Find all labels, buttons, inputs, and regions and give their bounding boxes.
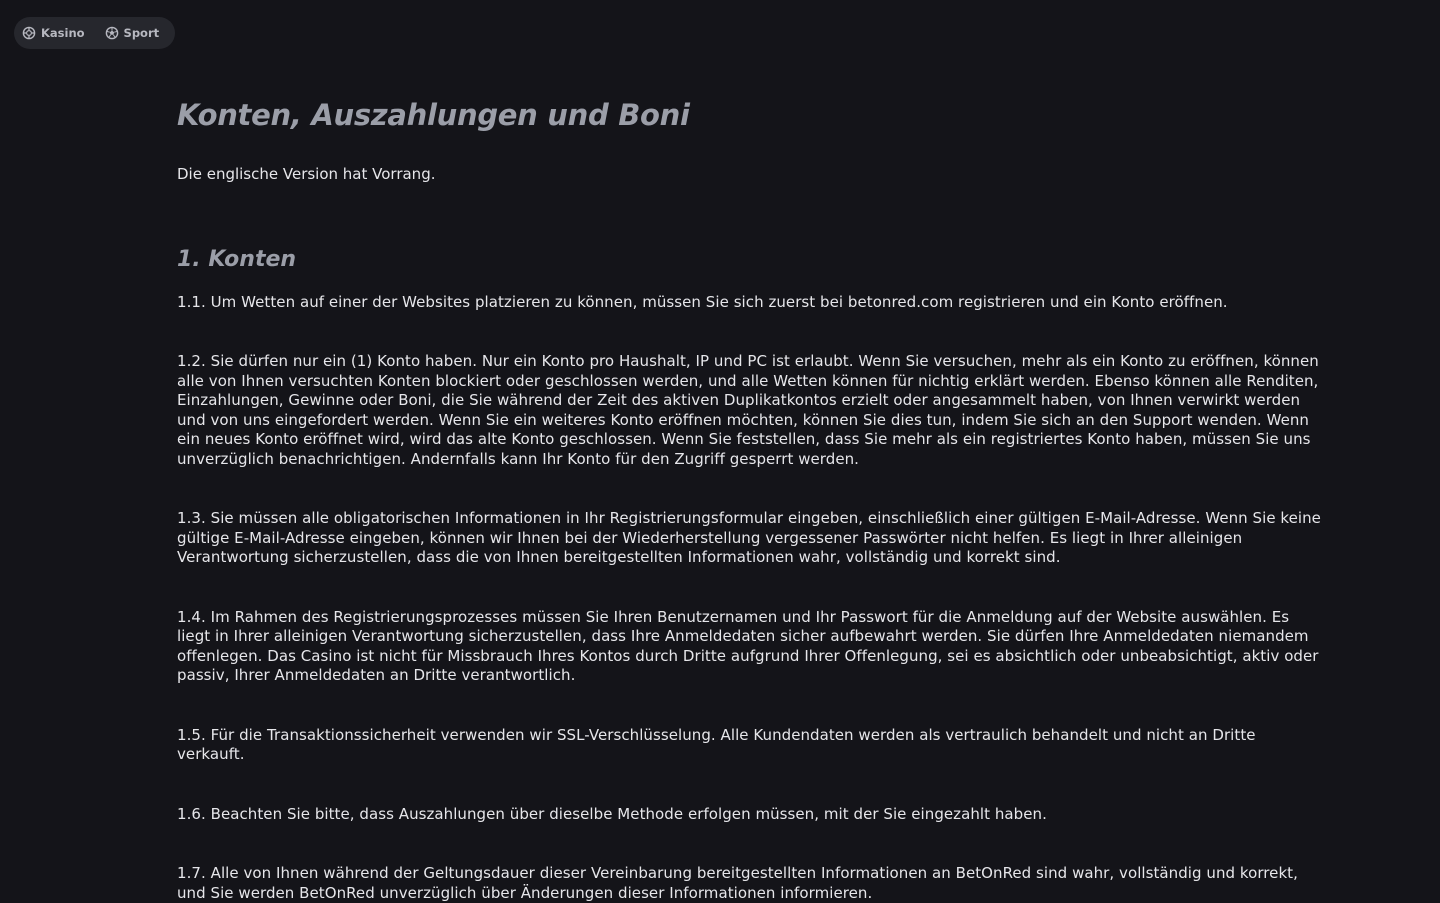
paragraph-1-6: 1.6. Beachten Sie bitte, dass Auszahlungen über dieselbe Methode erfolgen müssen, mit der Sie eingezahlt haben. (177, 804, 1047, 823)
section-title-konten: 1. Konten (177, 246, 297, 272)
nav-label-kasino: Kasino (41, 26, 85, 40)
page-title: Konten, Auszahlungen und Boni (177, 98, 690, 132)
casino-chip-icon (22, 26, 36, 40)
terms-content (177, 96, 1322, 903)
nav-item-sport[interactable] (105, 21, 166, 45)
nav-label-sport: Sport (123, 26, 160, 40)
paragraph-1-1: 1.1. Um Wetten auf einer der Websites platzieren zu können, müssen Sie sich zuerst bei betonred.com registrieren und ein Konto eröffnen. (177, 292, 1228, 311)
paragraph-1-7: 1.7. Alle von Ihnen während der Geltungsdauer dieser Vereinbarung bereitgestellten Informationen an BetOnRed sind wahr, vollständig und korrekt, und Sie werden BetOnRed unverzüglich über Änderungen dieser Informationen informieren. (177, 864, 1298, 902)
paragraph-1-2: 1.2. Sie dürfen nur ein (1) Konto haben. Nur ein Konto pro Haushalt, IP und PC ist erlaubt. Wenn Sie versuchen, mehr als ein Konto zu eröffnen, können alle von Ihnen versuchten Konten blockiert oder geschlossen werden, und alle Wetten können für nichtig erklärt werden. Ebenso können alle Renditen, Einzahlungen, Gewinne oder Boni, die Sie während der Zeit des aktiven Duplikatkontos erzielt oder angesammelt haben, von Ihnen verwirkt werden und von uns eingefordert werden. Wenn Sie ein weiteres Konto eröffnen möchten, können Sie dies tun, indem Sie sich an den Support wenden. Wenn ein neues Konto eröffnet wird, wird das alte Konto geschlossen. Wenn Sie feststellen, dass Sie mehr als ein registriertes Konto haben, müssen Sie uns unverzüglich benachrichtigen. Andernfalls kann Ihr Konto für den Zugriff gesperrt werden. (177, 352, 1319, 468)
intro-text: Die englische Version hat Vorrang. (177, 165, 436, 183)
paragraph-1-5: 1.5. Für die Transaktionssicherheit verwenden wir SSL-Verschlüsselung. Alle Kundendaten werden als vertraulich behandelt und nicht an Dritte verkauft. (177, 725, 1256, 763)
top-nav (14, 17, 175, 49)
nav-item-kasino[interactable] (22, 21, 91, 45)
paragraph-1-4: 1.4. Im Rahmen des Registrierungsprozesses müssen Sie Ihren Benutzernamen und Ihr Passwort für die Anmeldung auf der Website auswählen. Es liegt in Ihrer alleinigen Verantwortung sicherzustellen, dass Ihre Anmeldedaten sicher aufbewahrt werden. Sie dürfen Ihre Anmeldedaten niemandem offenlegen. Das Casino ist nicht für Missbrauch Ihres Kontos durch Dritte aufgrund Ihrer Offenlegung, sei es absichtlich oder unbeabsichtigt, aktiv oder passiv, Ihrer Anmeldedaten an Dritte verantwortlich. (177, 607, 1319, 684)
soccer-ball-icon (105, 26, 119, 40)
paragraph-1-3: 1.3. Sie müssen alle obligatorischen Informationen in Ihr Registrierungsformular eingeben, einschließlich einer gültigen E-Mail-Adresse. Wenn Sie keine gültige E-Mail-Adresse eingeben, können wir Ihnen bei der Wiederherstellung vergessener Passwörter nicht helfen. Es liegt in Ihrer alleinigen Verantwortung sicherzustellen, dass die von Ihnen bereitgestellten Informationen wahr, vollständig und korrekt sind. (177, 509, 1321, 566)
